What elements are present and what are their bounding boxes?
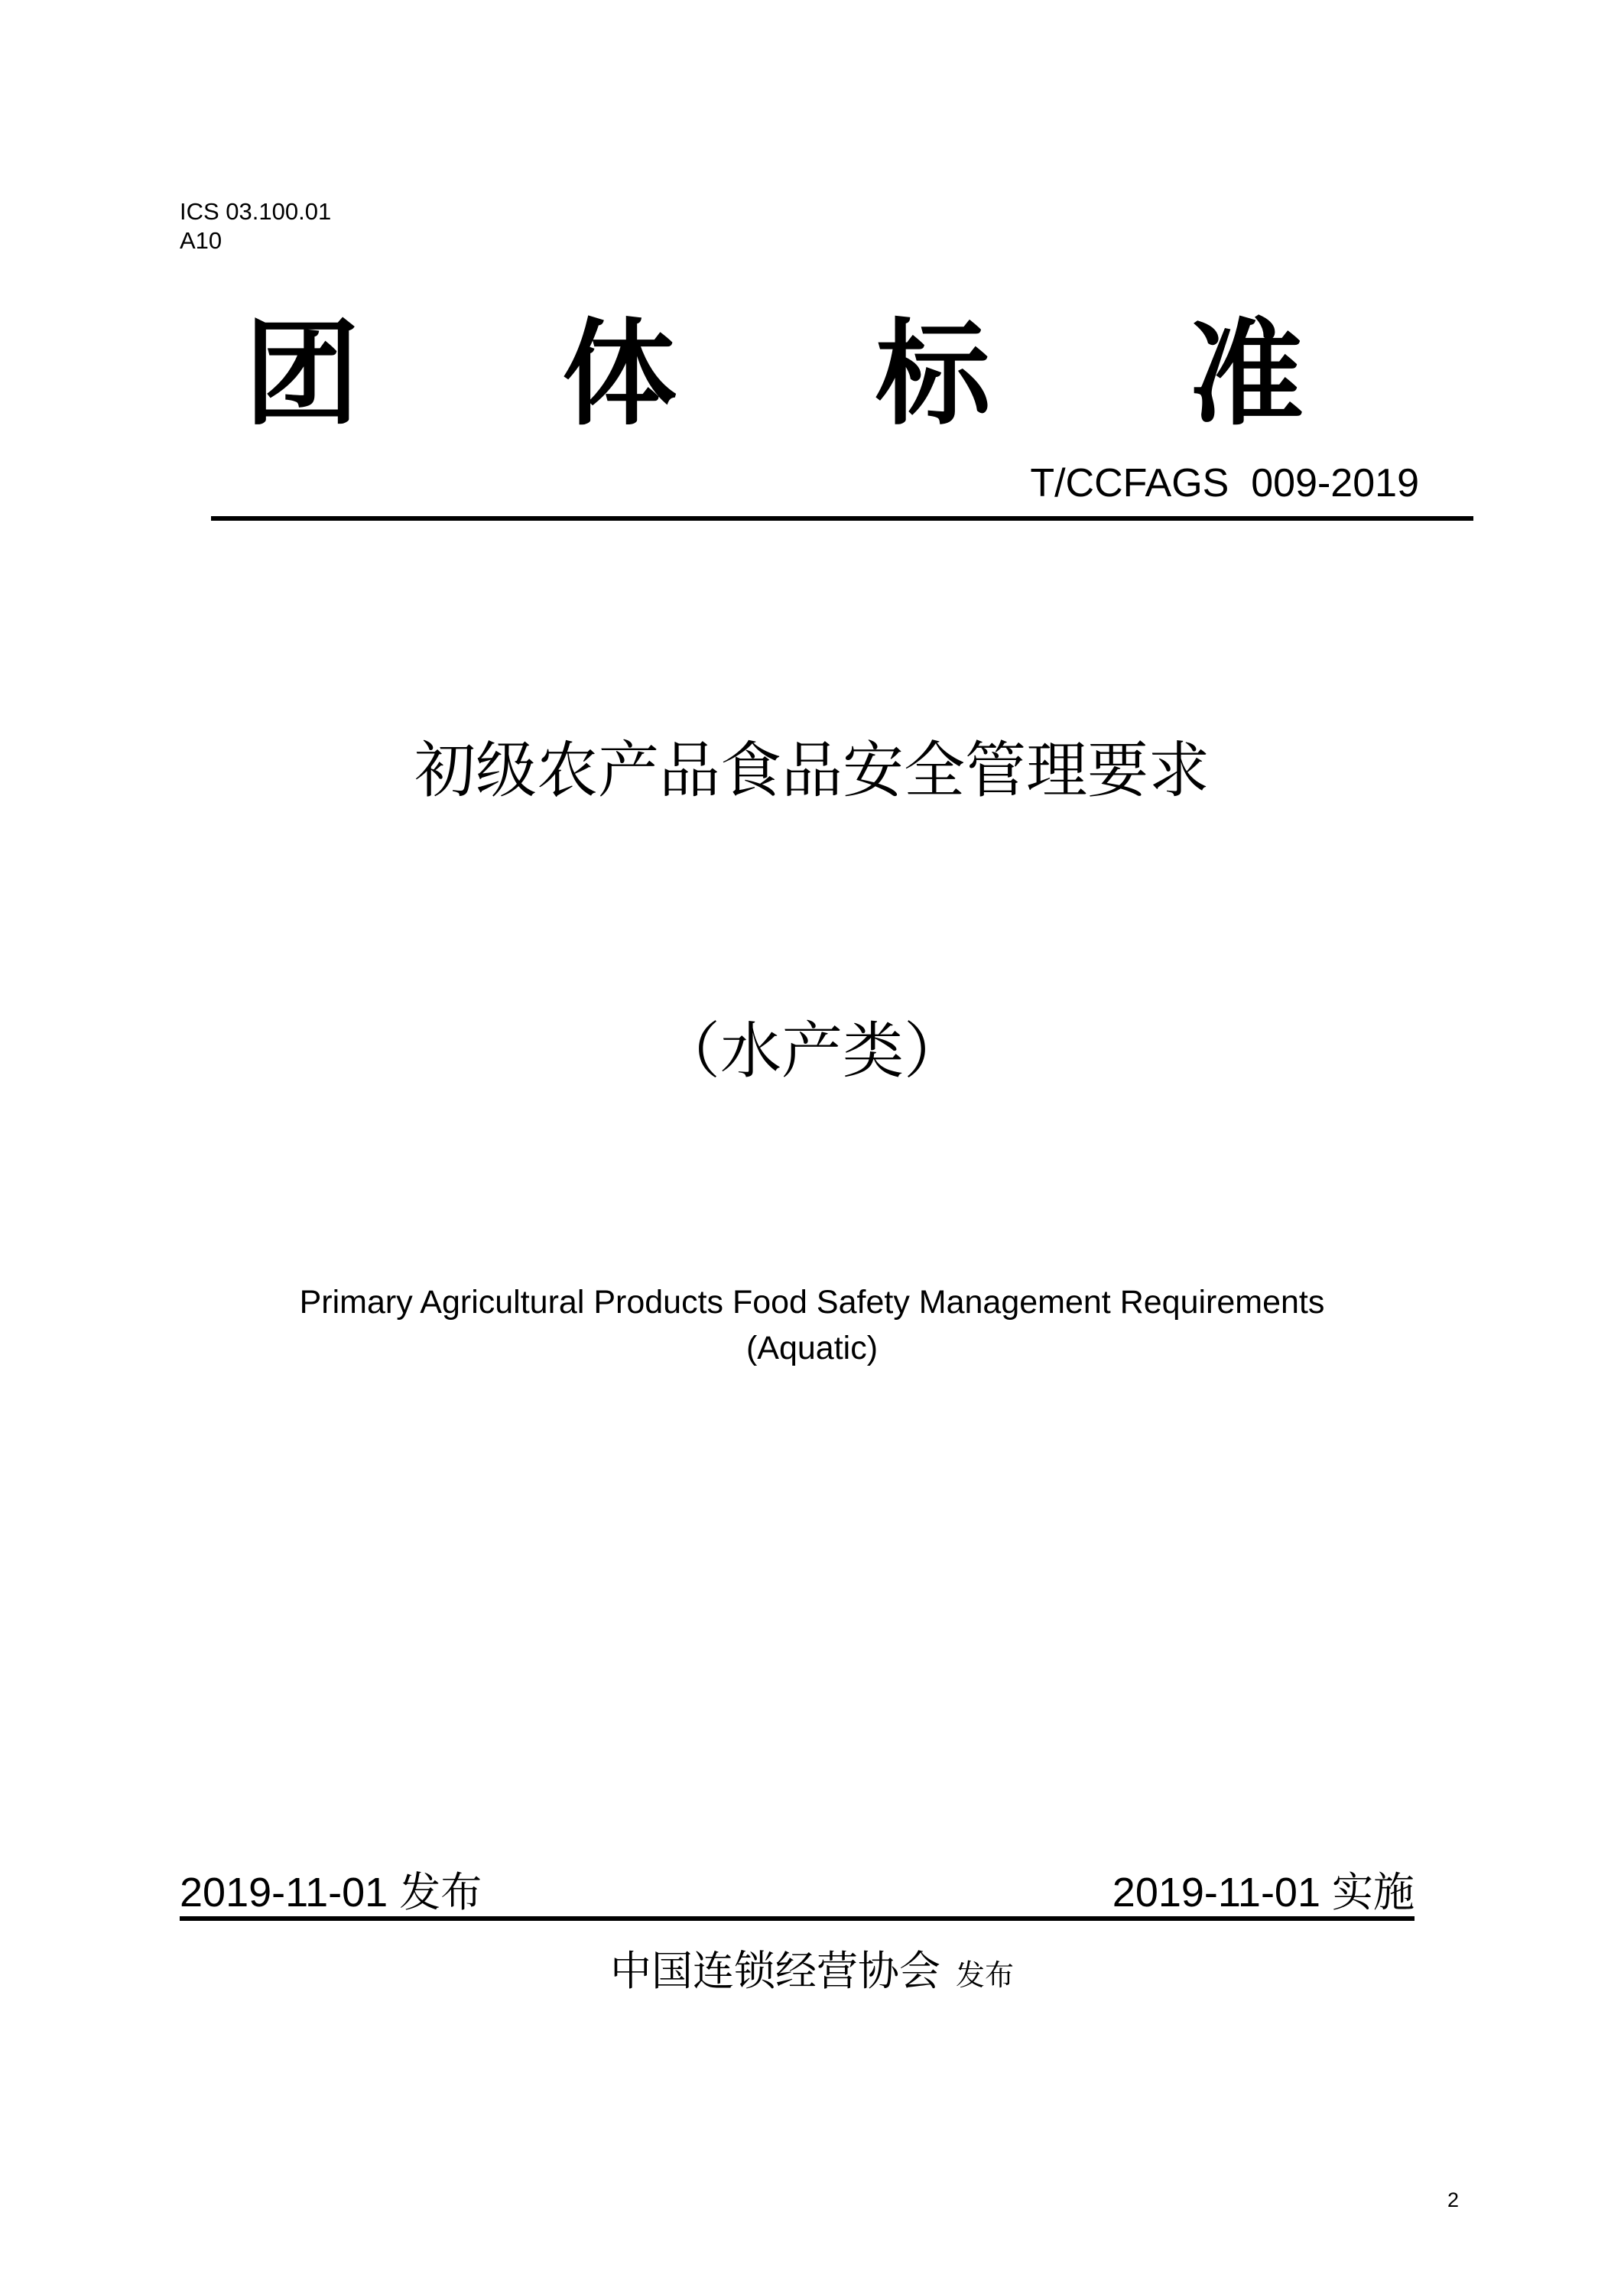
category-char-1: 团: [245, 308, 360, 441]
header-divider: [211, 516, 1473, 521]
document-header: [180, 197, 331, 255]
implement-date: 2019-11-01 实施: [1112, 1870, 1415, 1915]
publish-date: 2019-11-01 发布: [180, 1870, 482, 1915]
subtitle-en: (Aquatic): [745, 1330, 879, 1366]
subtitle-cn: （水产类）: [659, 1015, 965, 1087]
category-char-4: 准: [1189, 308, 1304, 441]
publisher: [0, 1946, 1624, 2000]
category-char-3: 标: [875, 308, 991, 441]
category-char-2: 体: [562, 308, 677, 441]
ccs-code: A10: [180, 227, 222, 254]
standard-code: T/CCFAGS 009-2019: [1030, 461, 1419, 505]
publisher-name: 中国连锁经营协会: [609, 1947, 940, 1995]
date-line: [180, 1866, 1415, 1921]
publisher-action: 发布: [955, 1958, 1014, 1992]
title-cn: 初级农产品食品安全管理要求: [414, 735, 1210, 806]
ics-code: ICS 03.100.01: [180, 198, 332, 225]
title-en: Primary Agricultural Products Food Safety Management Requirements: [299, 1284, 1325, 1321]
page-number: 2: [1447, 2188, 1460, 2211]
